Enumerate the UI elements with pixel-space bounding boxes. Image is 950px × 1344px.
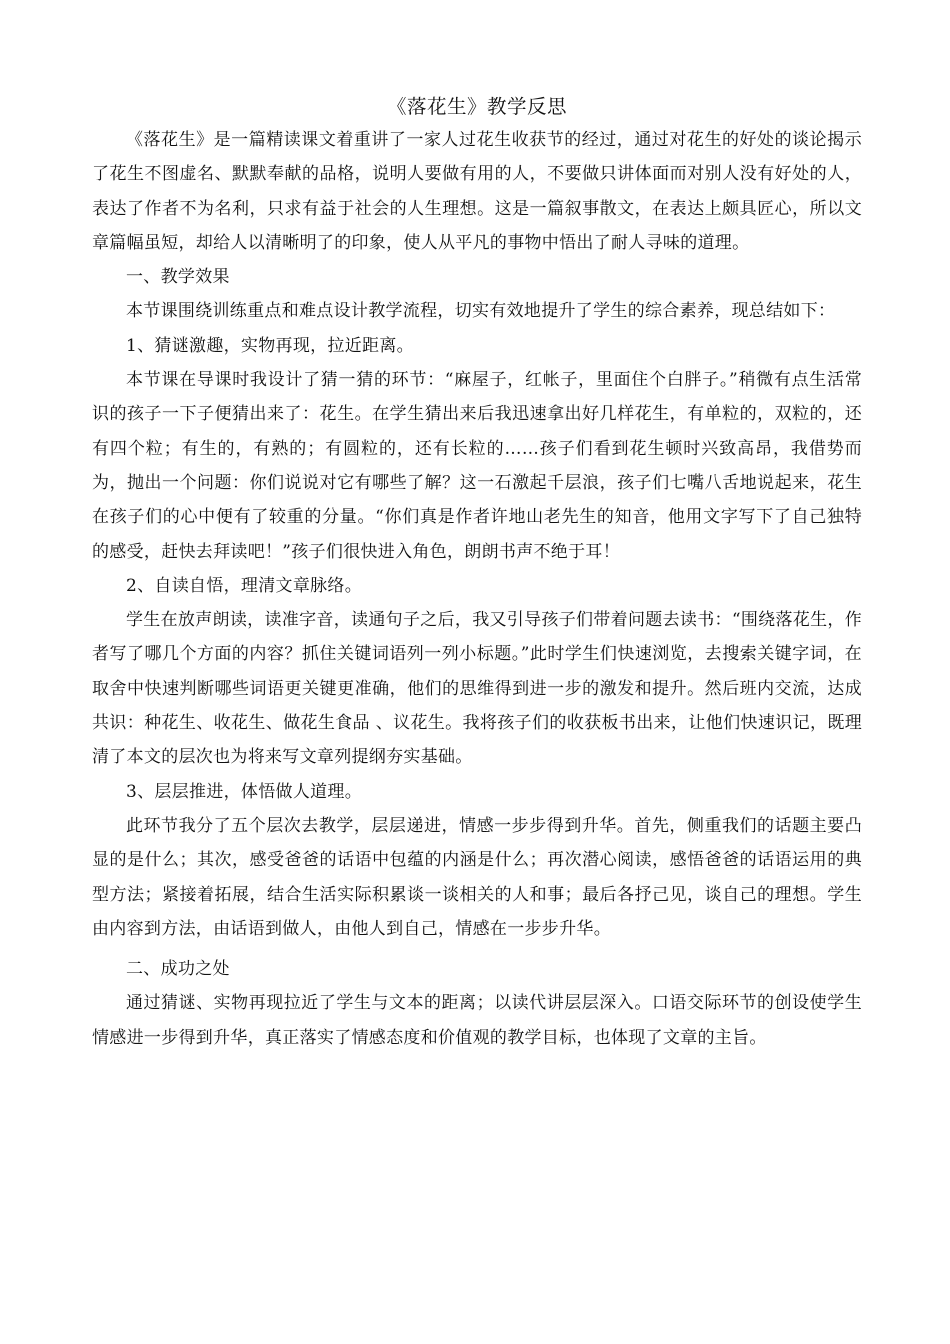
section1-intro-paragraph: 本节课围绕训练重点和难点设计教学流程，切实有效地提升了学生的综合素养，现总结如下：	[126, 301, 836, 322]
point2-heading: 2、自读自悟，理清文章脉络。	[126, 575, 363, 596]
point1-paragraph: 本节课在导课时我设计了猜一猜的环节：“麻屋子，红帐子，里面住个白胖子。”稍微有点生活常识的孩子一下子便猜出来了：花生。在学生猜出来后我迅速拿出好几样花生，有单粒的，双粒的，还有四个粒；有生的，有熟的；有圆粒的，还有长粒的……孩子们看到花生顿时兴致高昂，我借势而为，抛出一个问题：你们说说对它有哪些了解？这一石激起千层浪，孩子们七嘴八舌地说起来，花生在孩子们的心中便有了较重的分量。“你们真是作者许地山老先生的知音，他用文字写下了自己独特的感受，赶快去拜读吧！”孩子们很快进入角色，朗朗书声不绝于耳！	[92, 370, 862, 562]
point2-paragraph: 学生在放声朗读，读准字音，读通句子之后，我又引导孩子们带着问题去读书：“围绕落花生，作者写了哪几个方面的内容？抓住关键词语列一列小标题。”此时学生们快速浏览，去搜索关键字词，在取舍中快速判断哪些词语更关键更准确，他们的思维得到进一步的激发和提升。然后班内交流，达成共识：种花生、收花生、做花生食品 、议花生。我将孩子们的收获板书出来，让他们快速识记，既理清了本文的层次也为将来写文章列提纲夯实基础。	[92, 610, 862, 768]
section2-heading: 二、成功之处	[126, 959, 230, 980]
document-page	[92, 94, 862, 1055]
intro-paragraph: 《落花生》是一篇精读课文着重讲了一家人过花生收获节的经过，通过对花生的好处的谈论揭示了花生不图虚名、默默奉献的品格，说明人要做有用的人，不要做只讲体面而对别人没有好处的人，表达了作者不为名利，只求有益于社会的人生理想。这是一篇叙事散文，在表达上颇具匠心，所以文章篇幅虽短，却给人以清晰明了的印象，使人从平凡的事物中悟出了耐人寻味的道理。	[92, 130, 862, 253]
section1-heading: 一、教学效果	[126, 267, 230, 288]
point3-heading: 3、层层推进，体悟做人道理。	[126, 781, 363, 802]
point3-paragraph: 此环节我分了五个层次去教学，层层递进，情感一步步得到升华。首先，侧重我们的话题主要凸显的是什么；其次，感受爸爸的话语中包蕴的内涵是什么；再次潜心阅读，感悟爸爸的话语运用的典型方法；紧接着拓展，结合生活实际积累谈一谈相关的人和事；最后各抒己见，谈自己的理想。学生由内容到方法，由话语到做人，由他人到自己，情感在一步步升华。	[92, 815, 862, 939]
document-title: 《落花生》教学反思	[386, 95, 567, 118]
section2-paragraph: 通过猜谜、实物再现拉近了学生与文本的距离；以读代讲层层深入。口语交际环节的创设使学生情感进一步得到升华，真正落实了情感态度和价值观的教学目标，也体现了文章的主旨。	[92, 993, 862, 1048]
point1-heading: 1、猜谜激趣，实物再现，拉近距离。	[126, 335, 414, 356]
